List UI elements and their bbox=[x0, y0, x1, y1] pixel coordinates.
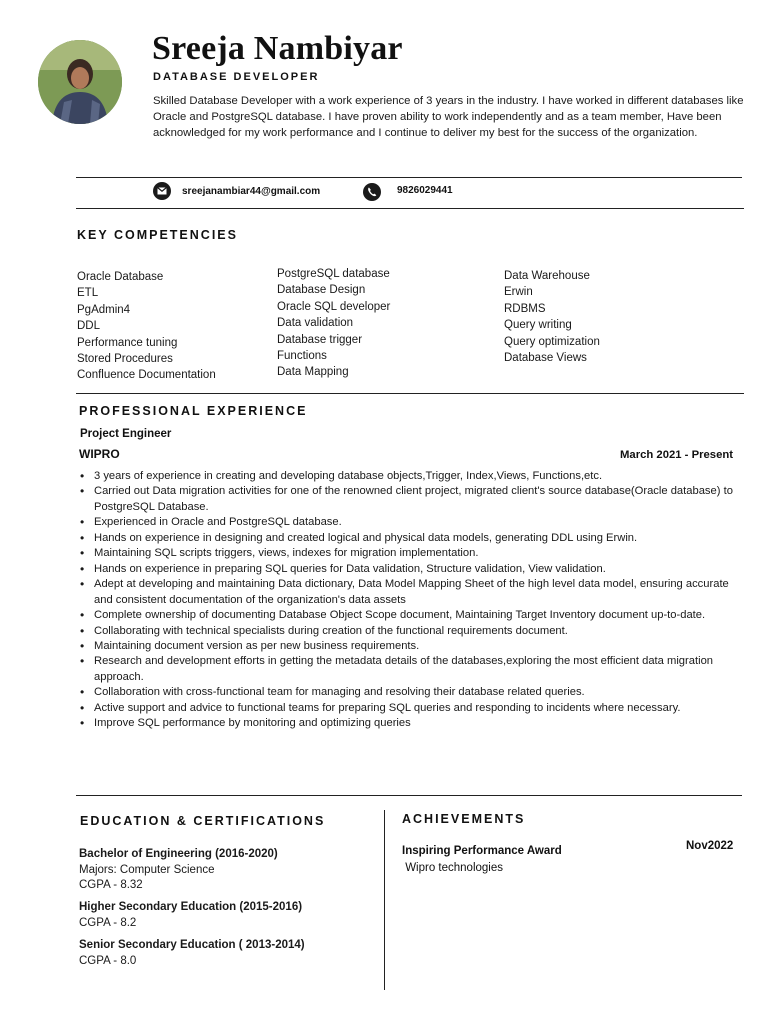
degree-title: Senior Secondary Education ( 2013-2014) bbox=[79, 939, 305, 951]
competencies-column-3 bbox=[504, 268, 600, 366]
degree-detail: CGPA - 8.0 bbox=[79, 954, 137, 967]
contact-top-divider bbox=[76, 177, 742, 178]
list-item: • Research and development efforts in getting the metadata details of the databases,exploring the most efficient data migration approach. bbox=[78, 654, 748, 685]
experience-heading: PROFESSIONAL EXPERIENCE bbox=[79, 404, 308, 418]
competency-item: Database Views bbox=[504, 352, 587, 365]
list-item: • 3 years of experience in creating and developing database objects,Trigger, Index,Views, Functions,etc. bbox=[78, 469, 748, 484]
list-item: • Experienced in Oracle and PostgreSQL database. bbox=[78, 515, 748, 530]
competency-item: Query optimization bbox=[504, 335, 600, 348]
competencies-column-1 bbox=[77, 269, 216, 384]
position-title: Project Engineer bbox=[80, 428, 172, 440]
competency-item: Data validation bbox=[277, 317, 354, 330]
competency-item: Oracle SQL developer bbox=[277, 300, 391, 313]
competency-item: PostgreSQL database bbox=[277, 268, 390, 280]
profile-photo-image bbox=[38, 40, 122, 124]
email-text[interactable]: sreejanambiar44@gmail.com bbox=[182, 186, 321, 197]
list-item: • Maintaining SQL scripts triggers, views, indexes for migration implementation. bbox=[78, 546, 748, 561]
competency-item: Data Warehouse bbox=[504, 270, 590, 282]
list-item: • Adept at developing and maintaining Data dictionary, Data Model Mapping Sheet of the high level data model, ensuring accurate and consistent documentation of the organization's data assets bbox=[78, 577, 748, 608]
degree-detail: Majors: Computer Science bbox=[79, 863, 215, 876]
competency-item: Stored Procedures bbox=[77, 353, 173, 366]
list-item: • Collaborating with technical specialists during creation of the functional requirements document. bbox=[78, 624, 748, 639]
list-item: • Active support and advice to functional teams for preparing SQL queries and responding to incidents where necessary. bbox=[78, 701, 748, 716]
education-entry bbox=[79, 900, 302, 931]
competency-item: DDL bbox=[77, 320, 101, 333]
competency-item: Oracle Database bbox=[77, 271, 164, 283]
competency-item: PgAdmin4 bbox=[77, 303, 131, 316]
experience-bullet-list bbox=[78, 469, 748, 732]
competency-item: Performance tuning bbox=[77, 336, 178, 349]
envelope-icon bbox=[153, 182, 171, 200]
phone-text[interactable]: 9826029441 bbox=[397, 185, 453, 196]
profile-photo bbox=[38, 40, 122, 124]
column-divider bbox=[384, 810, 385, 990]
phone-icon bbox=[363, 183, 381, 201]
competencies-column-2 bbox=[277, 266, 390, 381]
candidate-name: Sreeja Nambiyar bbox=[152, 30, 403, 67]
list-item: • Hands on experience in designing and created logical and physical data models, generating DDL using Erwin. bbox=[78, 531, 748, 546]
list-item: • Hands on experience in preparing SQL queries for Data validation, Structure validation, View validation. bbox=[78, 562, 748, 577]
competency-item: RDBMS bbox=[504, 302, 546, 315]
list-item: • Complete ownership of documenting Database Object Scope document, Maintaining Target Inventory document up-to-date. bbox=[78, 608, 748, 623]
award-date: Nov2022 bbox=[686, 840, 734, 852]
job-title: DATABASE DEVELOPER bbox=[153, 71, 320, 83]
education-heading: EDUCATION & CERTIFICATIONS bbox=[80, 814, 326, 828]
competency-item: Database trigger bbox=[277, 333, 363, 346]
competencies-heading: KEY COMPETENCIES bbox=[77, 228, 238, 242]
competency-item: Database Design bbox=[277, 284, 366, 297]
competency-item: Data Mapping bbox=[277, 366, 349, 379]
degree-title: Bachelor of Engineering (2016-2020) bbox=[79, 848, 278, 860]
employment-dates: March 2021 - Present bbox=[620, 449, 734, 461]
education-entry bbox=[79, 938, 305, 969]
degree-detail: CGPA - 8.2 bbox=[79, 916, 137, 929]
award-title: Inspiring Performance Award bbox=[402, 845, 562, 857]
competency-item: Confluence Documentation bbox=[77, 369, 216, 382]
list-item: • Improve SQL performance by monitoring and optimizing queries bbox=[78, 716, 748, 731]
experience-divider bbox=[76, 795, 742, 796]
competency-item: Functions bbox=[277, 350, 327, 363]
list-item: • Carried out Data migration activities for one of the renowned client project, migrated client's source database(Oracle database) to PostgreSQL Database. bbox=[78, 484, 748, 515]
competency-item: Erwin bbox=[504, 286, 533, 299]
profile-summary: Skilled Database Developer with a work experience of 3 years in the industry. I have worked in different databases like Oracle and PostgreSQL database. I have proven ability to work independently and as a team member, Have been acknowledged for my work performance and I continue to deliver my best for the success of the organization. bbox=[153, 95, 744, 139]
education-entry bbox=[79, 847, 278, 894]
competencies-divider bbox=[76, 393, 744, 394]
list-item: • Maintaining document version as per new business requirements. bbox=[78, 639, 748, 654]
list-item: • Collaboration with cross-functional team for managing and resolving their database related queries. bbox=[78, 685, 748, 700]
company-name: WIPRO bbox=[79, 447, 120, 461]
contact-bottom-divider bbox=[76, 208, 744, 209]
award-organization: Wipro technologies bbox=[402, 862, 503, 874]
competency-item: Query writing bbox=[504, 319, 572, 332]
competency-item: ETL bbox=[77, 287, 99, 300]
achievements-heading: ACHIEVEMENTS bbox=[402, 812, 526, 826]
degree-title: Higher Secondary Education (2015-2016) bbox=[79, 901, 303, 913]
degree-detail: CGPA - 8.32 bbox=[79, 879, 143, 891]
